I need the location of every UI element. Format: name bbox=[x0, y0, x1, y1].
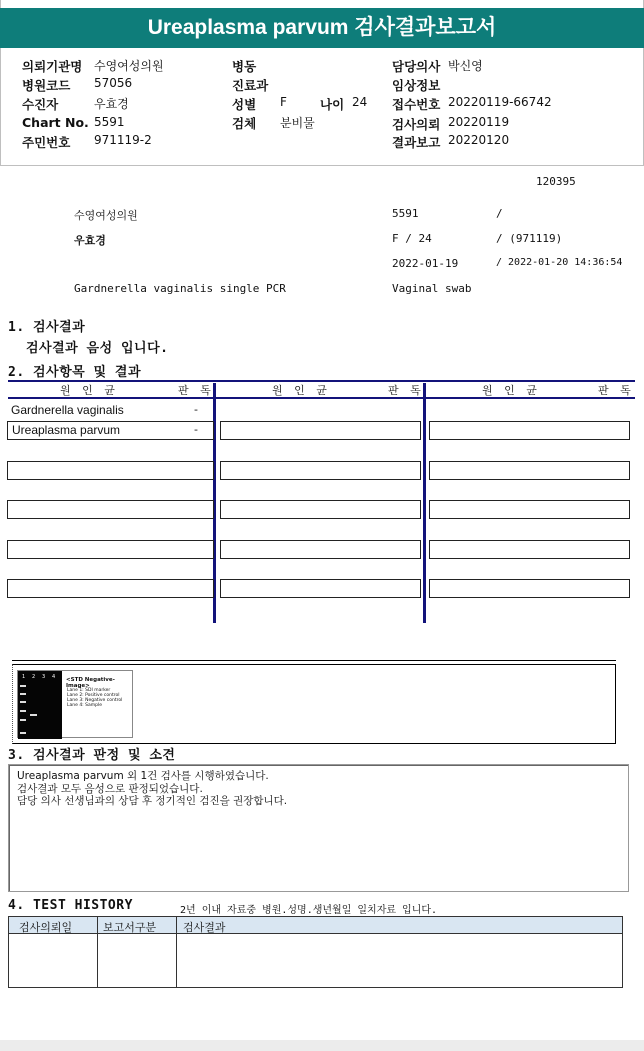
gel-panel-top-rule bbox=[12, 660, 616, 661]
report-birth: / (971119) bbox=[496, 232, 563, 245]
history-header-row bbox=[8, 916, 623, 934]
result-row-box bbox=[220, 500, 421, 519]
patient-value: 우효경 bbox=[94, 97, 129, 111]
gel-legend-item: Lane 3: Negative control bbox=[67, 698, 123, 703]
judgement-column-header: 판 독 bbox=[178, 384, 215, 397]
history-cell bbox=[8, 933, 98, 988]
marker-band bbox=[20, 701, 26, 703]
history-col-result: 검사결과 bbox=[183, 921, 226, 934]
doctor-label: 담당의사 bbox=[392, 59, 441, 74]
history-col-report-type: 보고서구분 bbox=[103, 921, 157, 934]
dept-label: 진료과 bbox=[232, 78, 269, 93]
chart-no-label: Chart No. bbox=[22, 115, 89, 130]
report-code: 120395 bbox=[536, 175, 576, 188]
hospital-code-value: 57056 bbox=[94, 76, 133, 90]
results-column-divider-2 bbox=[423, 383, 426, 623]
section4-title: 4. TEST HISTORY bbox=[8, 898, 133, 913]
clinical-info-label: 임상정보 bbox=[392, 78, 441, 93]
organism-column-header: 원 인 균 bbox=[272, 384, 331, 397]
report-report-datetime: / 2022-01-20 14:36:54 bbox=[496, 257, 623, 268]
resident-no-label: 주민번호 bbox=[22, 135, 71, 150]
result-row-box bbox=[7, 540, 214, 559]
doctor-value: 박신영 bbox=[448, 59, 483, 73]
marker-band bbox=[20, 685, 26, 687]
lane-number: 1 bbox=[22, 674, 26, 680]
specimen-value: 분비물 bbox=[280, 116, 315, 130]
result-row-box bbox=[220, 579, 421, 598]
chart-no-value: 5591 bbox=[94, 115, 125, 129]
gel-lanes bbox=[18, 671, 62, 739]
result-row-box bbox=[7, 421, 214, 440]
marker-band bbox=[20, 732, 26, 734]
result-row-box bbox=[429, 421, 630, 440]
report-specimen: Vaginal swab bbox=[392, 282, 472, 295]
report-test-name: Gardnerella vaginalis single PCR bbox=[74, 282, 286, 295]
organism-column-header: 원 인 균 bbox=[60, 384, 119, 397]
organism-column-header: 원 인 균 bbox=[482, 384, 541, 397]
report-title: Ureaplasma parvum 검사결과보고서 bbox=[0, 8, 644, 48]
report-patient: 우효경 bbox=[74, 234, 106, 247]
bottom-scroll-strip[interactable] bbox=[0, 1040, 644, 1051]
receipt-no-label: 접수번호 bbox=[392, 97, 441, 112]
lane-number: 4 bbox=[52, 674, 56, 680]
result-row-box bbox=[429, 540, 630, 559]
report-clinic: 수영여성의원 bbox=[74, 209, 138, 222]
history-cell bbox=[97, 933, 177, 988]
judgement-column-header: 판 독 bbox=[598, 384, 635, 397]
result-row-box bbox=[220, 461, 421, 480]
result-row-box bbox=[429, 461, 630, 480]
section1-summary: 검사결과 음성 입니다. bbox=[26, 341, 169, 356]
result-row-box bbox=[7, 579, 214, 598]
request-date-value: 20220119 bbox=[448, 115, 510, 129]
section2-title: 2. 검사항목 및 결과 bbox=[8, 365, 142, 380]
patient-label: 수진자 bbox=[22, 97, 59, 112]
opinion-box bbox=[8, 764, 629, 892]
gel-legend-item: Lane 1: SDI marker bbox=[67, 688, 111, 693]
request-date-label: 검사의뢰 bbox=[392, 117, 441, 132]
result-row-box bbox=[429, 500, 630, 519]
history-cell bbox=[176, 933, 623, 988]
hospital-code-label: 병원코드 bbox=[22, 78, 71, 93]
gel-legend-item: Lane 4: Sample bbox=[67, 703, 102, 708]
result-row-box bbox=[429, 579, 630, 598]
result-judgement: - bbox=[194, 403, 198, 416]
result-row-box bbox=[220, 540, 421, 559]
section1-title: 1. 검사결과 bbox=[8, 320, 86, 335]
ward-label: 병동 bbox=[232, 59, 257, 74]
history-header-divider bbox=[176, 916, 177, 934]
result-row-box bbox=[7, 461, 214, 480]
sex-label: 성별 bbox=[232, 97, 257, 112]
resident-no-value: 971119-2 bbox=[94, 133, 152, 147]
opinion-line: 담당 의사 선생님과의 상담 후 정기적인 검진을 권장합니다. bbox=[17, 795, 288, 807]
report-date-label: 결과보고 bbox=[392, 135, 441, 150]
history-header-divider bbox=[97, 916, 98, 934]
history-note: 2년 이내 자료중 병원.성명.생년월일 일치자료 입니다. bbox=[180, 905, 438, 916]
clinic-name-label: 의뢰기관명 bbox=[22, 59, 83, 74]
marker-band bbox=[20, 719, 26, 721]
gel-legend bbox=[67, 688, 122, 708]
gel-image-title: <STD Negative-Image> bbox=[66, 677, 115, 689]
clinic-name-value: 수영여성의원 bbox=[94, 59, 164, 73]
result-judgement: - bbox=[194, 423, 198, 436]
age-value: 24 bbox=[352, 95, 368, 109]
result-row-box bbox=[7, 500, 214, 519]
report-slash: / bbox=[496, 207, 503, 220]
report-sex-age: F / 24 bbox=[392, 232, 432, 245]
report-date-value: 20220120 bbox=[448, 133, 510, 147]
age-label: 나이 bbox=[320, 97, 345, 112]
specimen-label: 검체 bbox=[232, 116, 257, 131]
opinion-line: Ureaplasma parvum 외 1건 검사를 시행하였습니다. bbox=[17, 770, 269, 782]
result-organism: Ureaplasma parvum bbox=[12, 423, 121, 437]
gel-legend-item: Lane 2: Positive control bbox=[67, 693, 120, 698]
gel-electrophoresis-image bbox=[17, 670, 133, 738]
report-chart: 5591 bbox=[392, 207, 419, 220]
lane-number: 3 bbox=[42, 674, 46, 680]
marker-band bbox=[20, 693, 26, 695]
lane-number: 2 bbox=[32, 674, 36, 680]
result-row-box bbox=[220, 421, 421, 440]
judgement-column-header: 판 독 bbox=[388, 384, 425, 397]
section3-title: 3. 검사결과 판정 및 소견 bbox=[8, 748, 176, 763]
positive-control-band bbox=[30, 714, 37, 716]
marker-band bbox=[20, 710, 26, 712]
report-request-date: 2022-01-19 bbox=[392, 257, 459, 270]
result-organism: Gardnerella vaginalis bbox=[11, 403, 124, 417]
sex-value: F bbox=[280, 95, 287, 109]
opinion-line: 검사결과 모두 음성으로 판정되었습니다. bbox=[17, 782, 203, 795]
history-col-request-date: 검사의뢰일 bbox=[19, 921, 73, 934]
receipt-no-value: 20220119-66742 bbox=[448, 95, 552, 109]
